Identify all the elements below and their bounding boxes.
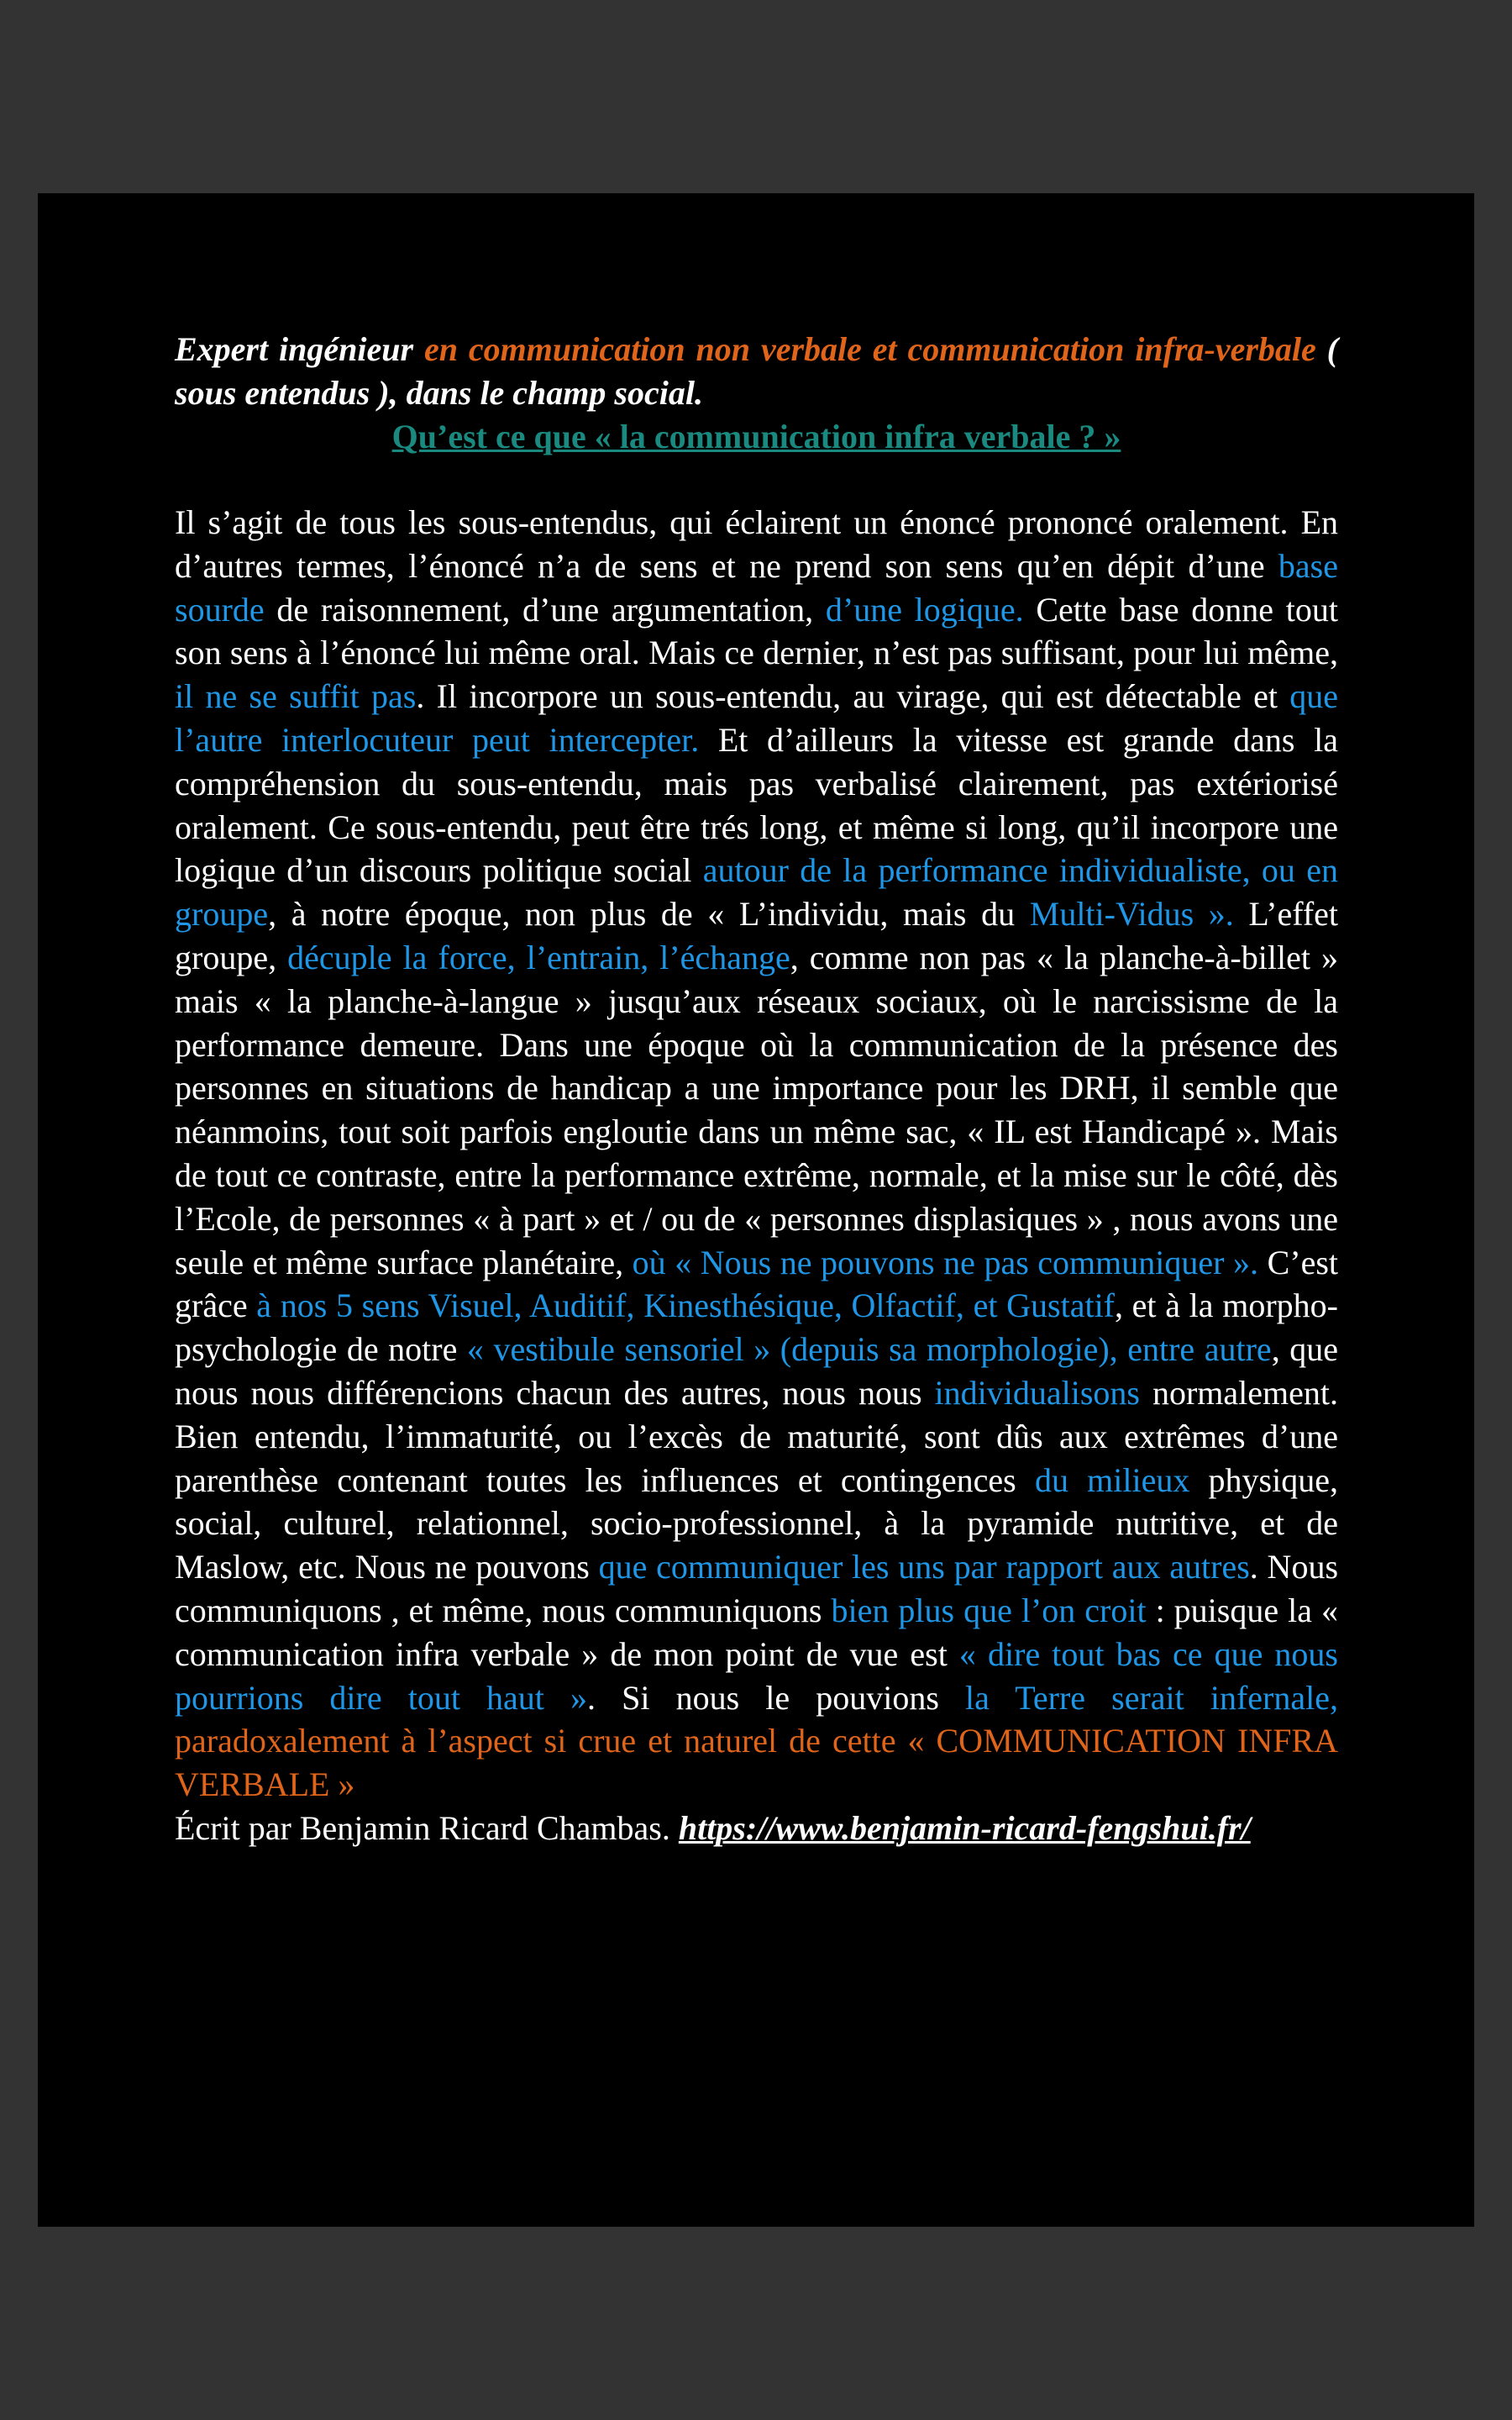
body-highlight: Multi-Vidus ». xyxy=(1029,895,1234,934)
body-segment: , que nous nous différencions chacun des autres, nous nous xyxy=(175,1330,1338,1412)
body-highlight: à nos 5 sens Visuel, Auditif, Kinesthésique, Olfactif, et Gustatif xyxy=(256,1286,1115,1325)
body-orange-closing: paradoxalement à l’aspect si crue et naturel de cette « COMMUNICATION INFRA VERBALE » xyxy=(175,1722,1338,1804)
body-highlight: il ne se suffit pas xyxy=(175,677,417,716)
body-segment: , à notre époque, non plus de « L’individu, mais du xyxy=(268,895,1030,934)
body-highlight: décuple la force, l’entrain, l’échange xyxy=(287,938,790,976)
heading-part-3: ( sous entendus ), dans le champ social. xyxy=(175,330,1338,412)
article-heading xyxy=(175,328,1338,415)
body-highlight: d’une logique. xyxy=(825,590,1024,629)
subtitle-link[interactable]: Qu’est ce que « la communication infra verbale ? » xyxy=(391,418,1121,455)
body-segment: , et à la morpho-psychologie de notre xyxy=(175,1286,1338,1369)
website-link[interactable]: https://www.benjamin-ricard-fengshui.fr/ xyxy=(678,1808,1251,1847)
body-highlight: du milieux xyxy=(1034,1460,1190,1499)
body-segment: de raisonnement, d’une argumentation, xyxy=(264,590,826,629)
article-subtitle xyxy=(175,415,1338,459)
body-segment: Et d’ailleurs la vitesse est grande dans la compréhension du sous-entendu, mais pas verbalisé clairement, pas extériorisé oralement. Ce sous-entendu, peut être trés long, et même si long, qu’il incorpore une logique d’un discours politique social xyxy=(175,720,1338,890)
signature-line xyxy=(175,1807,1338,1850)
body-segment: physique, social, culturel, relationnel, socio-professionnel, à la pyramide nutritive, et de Maslow, etc. Nous ne pouvons xyxy=(175,1460,1338,1586)
article-body xyxy=(175,501,1338,1807)
body-highlight: autour de la performance individualiste, ou en groupe xyxy=(175,851,1338,934)
body-segment: . Nous communiquons , et même, nous communiquons xyxy=(175,1548,1339,1629)
body-segment: , comme non pas « la planche-à-billet » mais « la planche-à-langue » jusqu’aux réseaux sociaux, où le narcissisme de la performance demeure. Dans une époque où la communication de la présence des personnes en situations de handicap a une importance pour les DRH, il semble que néanmoins, tout soit parfois engloutie dans un même sac, « IL est Handicapé ». Mais de tout ce contraste, entre la performance extrême, normale, et la mise sur le côté, dès l’Ecole, de personnes « à part » et / ou de « personnes displasiques » , nous avons une seule et même surface planétaire, xyxy=(175,938,1339,1281)
heading-part-2: en communication non verbale et communication infra-verbale xyxy=(423,330,1316,368)
body-segment: . Il incorpore un sous-entendu, au virage, qui est détectable et xyxy=(416,677,1290,716)
body-highlight: la Terre serait infernale, xyxy=(965,1678,1338,1717)
body-highlight: individualisons xyxy=(934,1373,1140,1412)
body-highlight: « vestibule sensoriel » (depuis sa morphologie), entre autre xyxy=(466,1330,1272,1369)
signature-text: Écrit par Benjamin Ricard Chambas. xyxy=(175,1808,679,1847)
body-segment: L’effet groupe, xyxy=(175,895,1339,976)
heading-part-1: Expert ingénieur xyxy=(175,330,424,368)
document-page xyxy=(38,193,1474,2227)
body-segment: C’est grâce xyxy=(175,1243,1339,1325)
article-content xyxy=(175,328,1338,1850)
body-highlight: bien plus que l’on croit xyxy=(831,1591,1147,1629)
body-segment: Il s’agit de tous les sous-entendus, qui éclairent un énoncé prononcé oralement. En d’autres termes, l’énoncé n’a de sens et ne prend son sens qu’en dépit d’une xyxy=(175,503,1338,585)
body-segment: normalement. Bien entendu, l’immaturité, ou l’excès de maturité, sont dûs aux extrêmes d’une parenthèse contenant toutes les influences et contingences xyxy=(175,1373,1338,1499)
body-highlight: base sourde xyxy=(175,546,1338,629)
body-highlight: que communiquer les uns par rapport aux autres xyxy=(598,1548,1250,1586)
body-segment: . Si nous le pouvions xyxy=(587,1678,965,1717)
body-highlight: où « Nous ne pouvons ne pas communiquer ». xyxy=(632,1243,1259,1281)
body-segment: Cette base donne tout son sens à l’énoncé lui même oral. Mais ce dernier, n’est pas suffisant, pour lui même, xyxy=(175,590,1338,672)
body-segment: : puisque la « communication infra verbale » de mon point de vue est xyxy=(175,1591,1338,1673)
body-highlight: « dire tout bas ce que nous pourrions dire tout haut » xyxy=(175,1634,1338,1717)
body-highlight: que l’autre interlocuteur peut intercepter. xyxy=(175,677,1338,759)
